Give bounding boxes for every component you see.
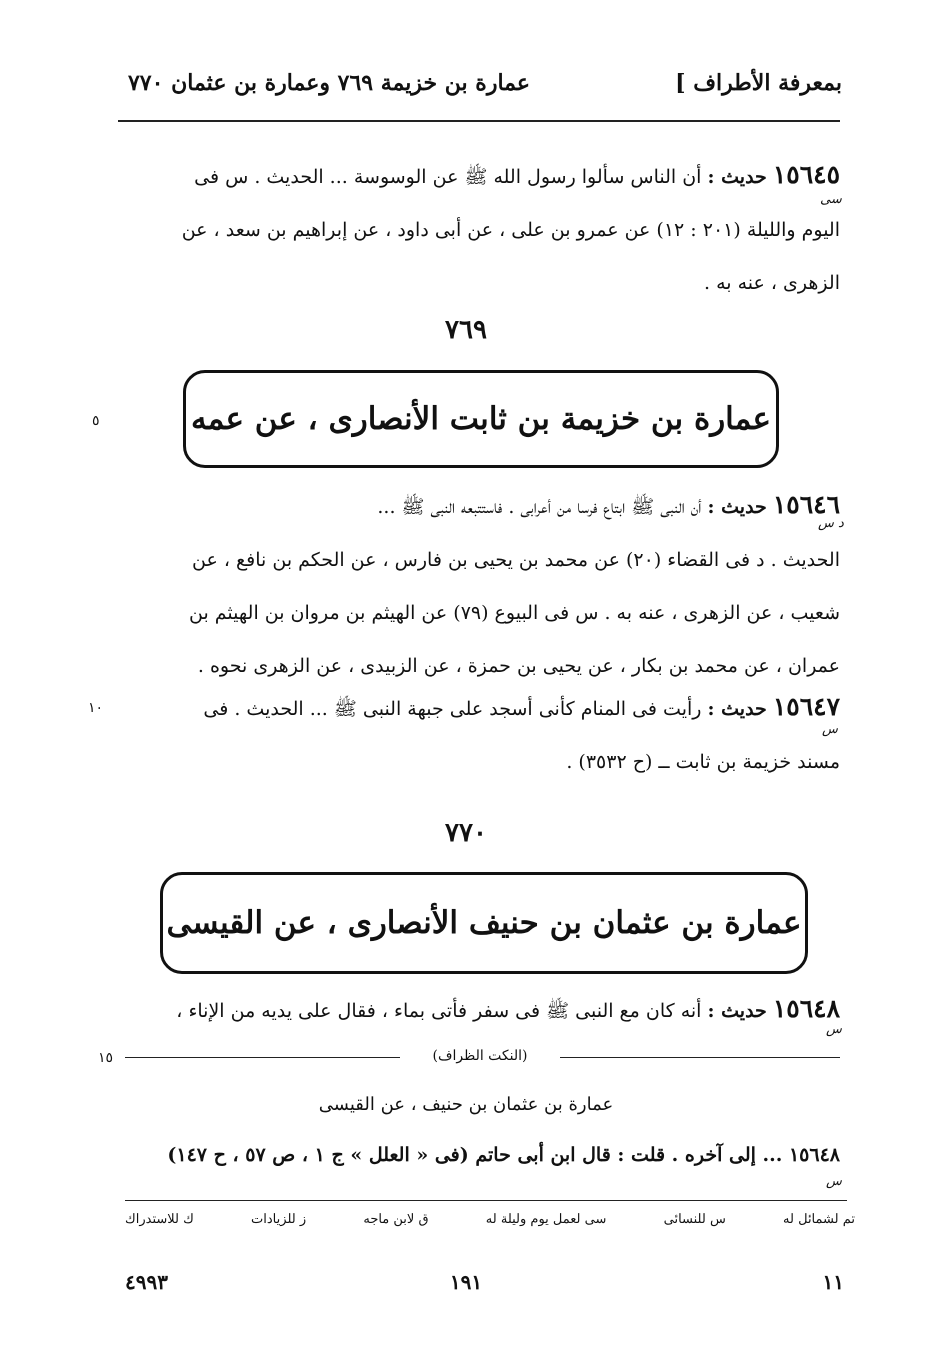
footer-left-number: ٤٩٩٣	[125, 1270, 168, 1294]
footnote-divider-right	[560, 1057, 840, 1058]
footnote-divider-left	[125, 1057, 400, 1058]
entry-text: شعيب ، عن الزهرى ، عنه به . س فى البيوع (٧٩) عن الهيثم بن مروان بن الهيثم بن	[189, 602, 840, 624]
entry-number: ١٥٦٤٥	[772, 160, 840, 189]
entry-number: ١٥٦٤٧	[772, 692, 840, 721]
entry-keyword: حديث :	[707, 1000, 767, 1022]
abbreviation-item: تم لشمائل له	[783, 1212, 855, 1227]
entry-text: رأيت فى المنام كأنى أسجد على جبهة النبى ﷺ ... الحديث . فى	[203, 698, 702, 720]
abbreviation-item: ك للاستدراك	[125, 1212, 194, 1227]
entry-number: ١٥٦٤٨	[772, 994, 840, 1023]
margin-siglum: س	[826, 1022, 842, 1037]
line-number: ١٥	[98, 1050, 114, 1066]
section-number: ٧٦٩	[445, 315, 487, 345]
running-header-section: بمعرفة الأطراف ]	[675, 70, 842, 96]
entry-text: مسند خزيمة بن ثابت ــ (ح ٣٥٣٢) .	[566, 751, 840, 773]
margin-siglum: س	[826, 1174, 842, 1189]
header-rule	[118, 120, 840, 122]
line-number: ١٠	[88, 700, 104, 716]
entry-number: ١٥٦٤٦	[772, 490, 840, 519]
hadith-entry-15647	[110, 680, 840, 789]
running-header-title: عمارة بن خزيمة ٧٦٩ وعمارة بن عثمان ٧٧٠	[127, 70, 530, 96]
entry-text: أنه كان مع النبى ﷺ فى سفر فأتى بماء ، فقال على يديه من الإناء ،	[176, 1000, 702, 1022]
abbreviation-item: ق لابن ماجه	[363, 1212, 429, 1227]
section-heading: عمارة بن خزيمة بن ثابت الأنصارى ، عن عمه	[190, 401, 772, 437]
footnote-subheading: عمارة بن عثمان بن حنيف ، عن القيسى	[318, 1094, 614, 1115]
abbreviation-rule	[125, 1200, 847, 1201]
entry-text: أن الناس سألوا رسول الله ﷺ عن الوسوسة ... الحديث . س فى	[194, 166, 702, 188]
hadith-entry-15646	[110, 478, 840, 693]
footer-right-number: ١١	[822, 1270, 844, 1294]
abbreviation-legend	[125, 1212, 855, 1227]
entry-text: الزهرى ، عنه به .	[704, 272, 840, 294]
abbreviation-item: س للنسائى	[663, 1212, 726, 1227]
margin-siglum: د س	[818, 516, 844, 531]
hadith-entry-15645	[110, 148, 840, 310]
line-number: ٥	[92, 413, 100, 429]
footnote-entry: ١٥٦٤٨ ... إلى آخره . قلت : قال ابن أبى حاتم (فى « العلل » ج ١ ، ص ٥٧ ، ح ١٤٧)	[167, 1144, 840, 1166]
entry-text: اليوم والليلة (٢٠١ : ١٢) عن عمرو بن على ، عن أبى داود ، عن إبراهيم بن سعد ، عن	[181, 219, 840, 241]
entry-text: عمران ، عن محمد بن بكار ، عن يحيى بن حمزة ، عن الزبيدى ، عن الزهرى نحوه .	[197, 655, 840, 677]
hadith-entry-15648	[110, 982, 840, 1038]
entry-keyword: حديث :	[707, 496, 767, 518]
section-heading: عمارة بن عثمان بن حنيف الأنصارى ، عن القيسى	[166, 905, 802, 941]
abbreviation-item: سى لعمل يوم وليلة له	[485, 1212, 607, 1227]
margin-siglum: س	[822, 722, 838, 737]
entry-keyword: حديث :	[707, 166, 767, 188]
footnote-label: (النكت الظراف)	[432, 1048, 528, 1064]
entry-text: أن النبى ﷺ ابتاع فرسا من أعرابى . فاستتبعه النبى ﷺ ...	[377, 496, 702, 518]
abbreviation-item: ز للزيادات	[251, 1212, 307, 1227]
page-number: ١٩١	[449, 1270, 483, 1294]
section-number: ٧٧٠	[445, 818, 487, 848]
margin-siglum: سى	[820, 192, 842, 207]
entry-text: الحديث . د فى القضاء (٢٠) عن محمد بن يحيى بن فارس ، عن الحكم بن نافع ، عن	[192, 549, 840, 571]
section-heading-box	[160, 872, 808, 974]
section-heading-box	[183, 370, 779, 468]
entry-keyword: حديث :	[707, 698, 767, 720]
